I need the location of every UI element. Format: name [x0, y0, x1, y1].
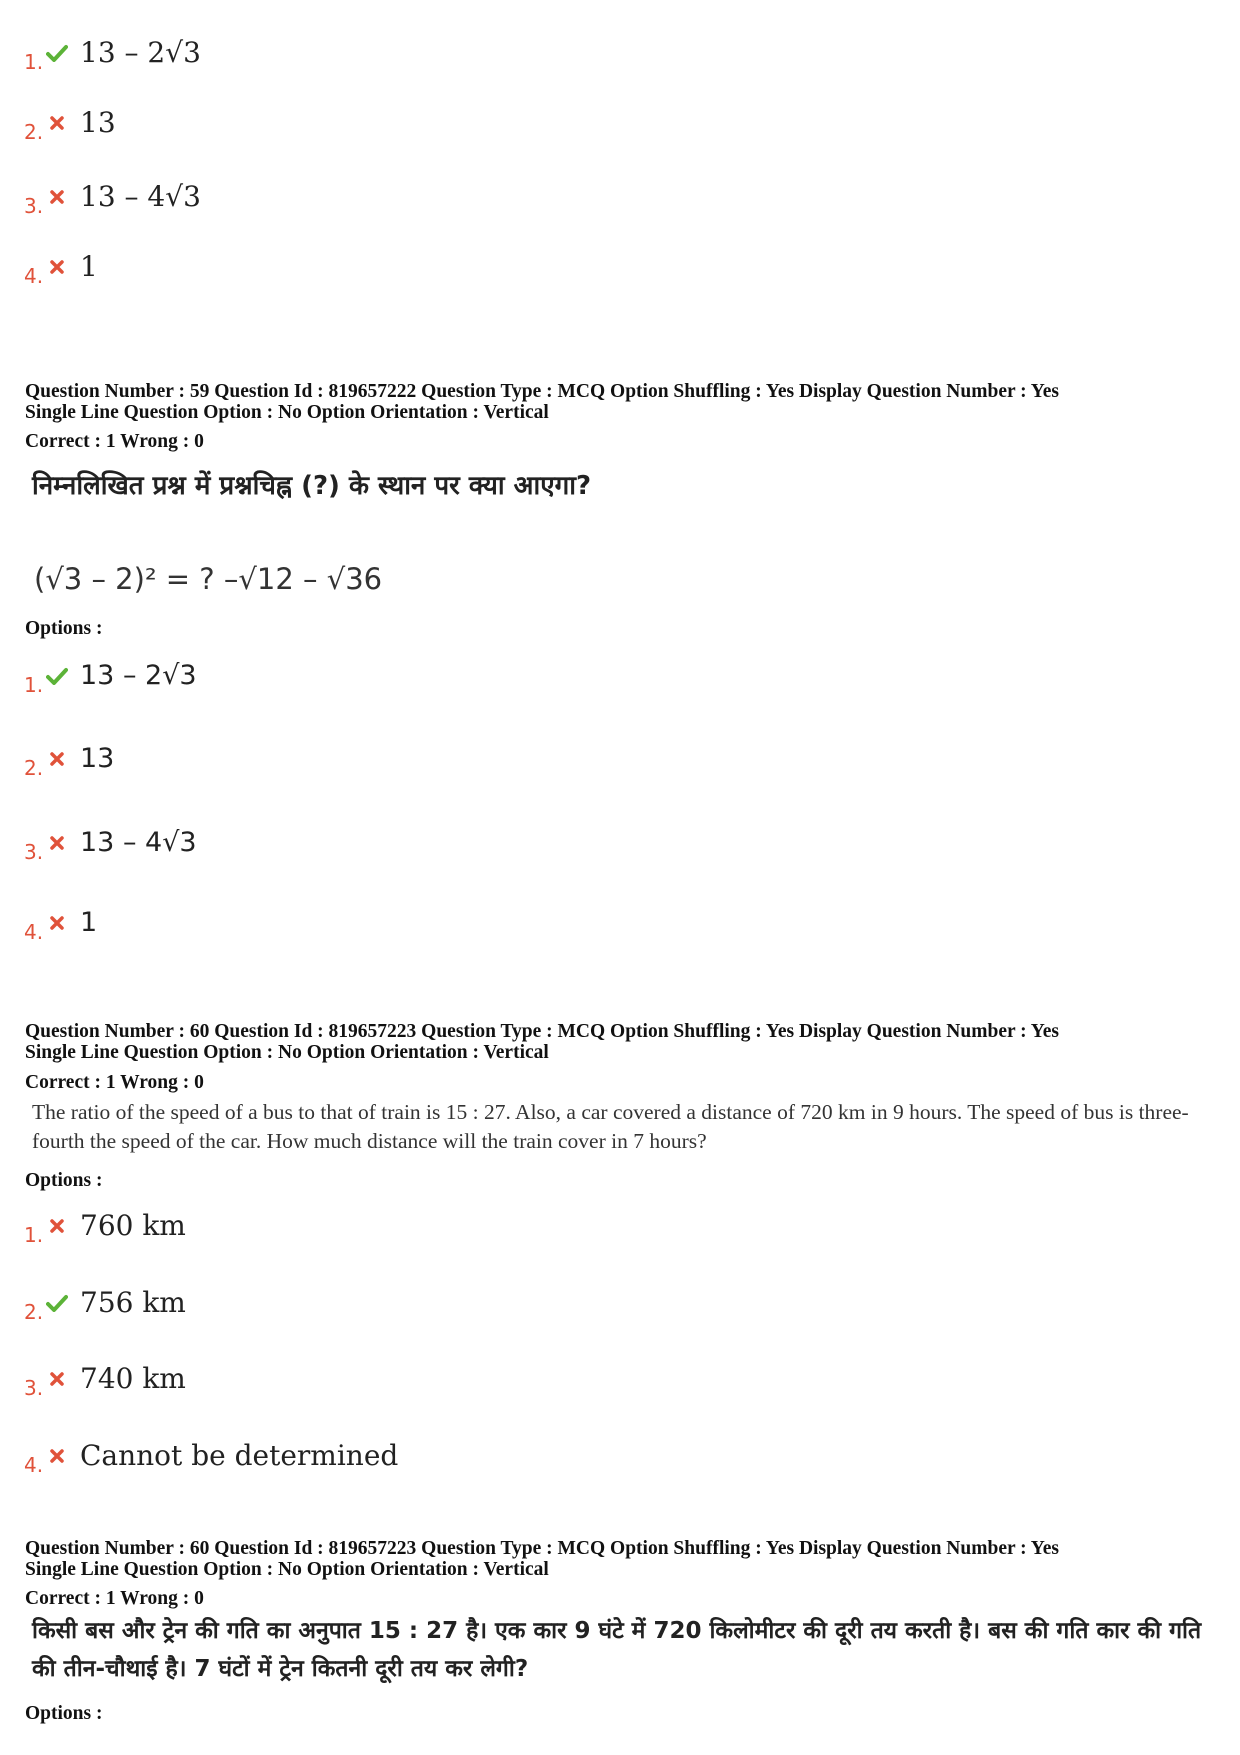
cross-icon [44, 908, 70, 938]
option-text: 13 [80, 743, 115, 774]
question-marks: Correct : 1 Wrong : 0 [25, 1588, 204, 1609]
option-number: 1. [24, 1223, 44, 1247]
option-text: 740 km [80, 1362, 186, 1395]
option-number: 2. [24, 1300, 44, 1324]
option-number: 1. [24, 673, 44, 697]
cross-icon [44, 1211, 70, 1241]
option-text: 13 [80, 106, 116, 139]
options-label: Options : [25, 1170, 103, 1191]
top-option-1 [24, 22, 201, 72]
cross-icon [44, 1364, 70, 1394]
top-option-3 [24, 166, 201, 216]
check-icon [44, 38, 70, 68]
top-option-4 [24, 236, 98, 286]
option-text: 756 km [80, 1286, 186, 1319]
option-number: 4. [24, 1453, 44, 1477]
option-text: 13 – 2√3 [80, 36, 201, 69]
option-number: 4. [24, 920, 44, 944]
question-formula: (√3 – 2)² = ? –√12 – √36 [34, 562, 383, 596]
q59-option-1 [24, 645, 197, 695]
q60-option-1 [24, 1195, 186, 1245]
option-text: 760 km [80, 1209, 186, 1242]
cross-icon [44, 182, 70, 212]
q60-option-2 [24, 1272, 186, 1322]
top-option-2 [24, 92, 116, 142]
question-meta-line1: Question Number : 60 Question Id : 819657223 Question Type : MCQ Option Shuffling : Yes Display Question Number : Yes [25, 1538, 1059, 1559]
options-label: Options : [25, 618, 103, 639]
option-number: 2. [24, 756, 44, 780]
question-meta-line2: Single Line Question Option : No Option Orientation : Vertical [25, 1559, 549, 1580]
question-text: निम्नलिखित प्रश्न में प्रश्नचिह्न (?) के स्थान पर क्या आएगा? [32, 471, 592, 501]
option-number: 2. [24, 120, 44, 144]
option-number: 3. [24, 194, 44, 218]
question-meta-line2: Single Line Question Option : No Option Orientation : Vertical [25, 402, 549, 423]
option-text: 1 [80, 250, 98, 283]
question-meta-line1: Question Number : 60 Question Id : 819657223 Question Type : MCQ Option Shuffling : Yes Display Question Number : Yes [25, 1021, 1059, 1042]
q59-option-2 [24, 728, 114, 778]
cross-icon [44, 828, 70, 858]
option-text: 1 [80, 907, 98, 938]
q59-option-4 [24, 892, 97, 942]
option-number: 3. [24, 1376, 44, 1400]
question-marks: Correct : 1 Wrong : 0 [25, 1072, 204, 1093]
q60-option-3 [24, 1348, 186, 1398]
option-number: 1. [24, 50, 44, 74]
question-text: The ratio of the speed of a bus to that of train is 15 : 27. Also, a car covered a distance of 720 km in 9 hours. The speed of bus is three-fourth the speed of the car. How much distance will the train cover in 7 hours? [32, 1100, 1189, 1153]
q60-option-4 [24, 1425, 398, 1475]
cross-icon [44, 108, 70, 138]
cross-icon [44, 744, 70, 774]
question-meta-line2: Single Line Question Option : No Option Orientation : Vertical [25, 1042, 549, 1063]
option-text: Cannot be determined [80, 1439, 399, 1472]
options-label: Options : [25, 1703, 103, 1724]
option-number: 4. [24, 264, 44, 288]
cross-icon [44, 1441, 70, 1471]
question-marks: Correct : 1 Wrong : 0 [25, 431, 204, 452]
option-text: 13 – 4√3 [80, 827, 197, 858]
option-text: 13 – 4√3 [80, 180, 201, 213]
question-meta-line1: Question Number : 59 Question Id : 819657222 Question Type : MCQ Option Shuffling : Yes Display Question Number : Yes [25, 381, 1059, 402]
option-number: 3. [24, 840, 44, 864]
q59-option-3 [24, 812, 197, 862]
cross-icon [44, 252, 70, 282]
check-icon [44, 661, 70, 691]
option-text: 13 – 2√3 [80, 660, 197, 691]
question-text: किसी बस और ट्रेन की गति का अनुपात 15 : 27 है। एक कार 9 घंटे में 720 किलोमीटर की दूरी तय करती है। बस की गति कार की गति की तीन-चौथाई है। 7 घंटों में ट्रेन कितनी दूरी तय कर लेगी? [32, 1618, 1202, 1682]
check-icon [44, 1288, 70, 1318]
